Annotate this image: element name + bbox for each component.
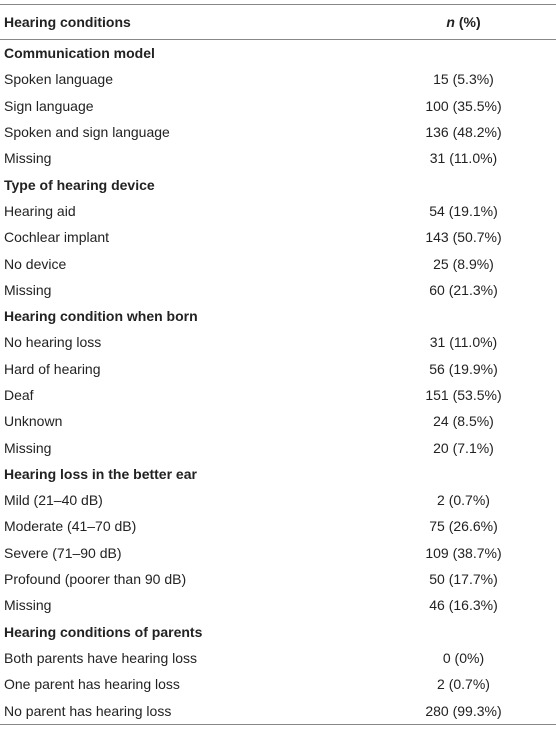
table-row (0, 119, 556, 145)
section-row (0, 461, 556, 487)
row-label: Deaf (4, 387, 34, 403)
section-title: Hearing condition when born (4, 308, 198, 325)
row-label: Spoken language (4, 71, 113, 88)
row-value: 0 (0%) (442, 649, 485, 666)
table-row (0, 697, 556, 724)
section-value-empty (371, 619, 556, 645)
row-value: 2 (0.7%) (437, 492, 490, 509)
row-label: Missing (4, 439, 52, 456)
row-label: Hearing aid (4, 202, 76, 219)
row-label: Missing (4, 597, 52, 614)
table-row (0, 250, 556, 276)
table-row (0, 93, 556, 119)
row-label: Spoken and sign language (4, 124, 170, 141)
row-value: 50 (17.7%) (429, 571, 498, 588)
row-value: 20 (7.1%) (433, 439, 494, 456)
section-row (0, 171, 556, 197)
table-row (0, 434, 556, 460)
table-body (0, 40, 556, 725)
row-label: Hard of hearing (4, 360, 101, 377)
row-label: Moderate (41–70 dB) (4, 518, 137, 535)
table-header-row (0, 5, 556, 40)
row-value: 136 (48.2%) (425, 124, 502, 141)
section-value-empty (371, 461, 556, 487)
hearing-conditions-table (0, 4, 556, 725)
row-label: One parent has hearing loss (4, 676, 180, 693)
table-row (0, 513, 556, 539)
section-row (0, 40, 556, 67)
row-value: 31 (11.0%) (429, 150, 498, 167)
table-row (0, 356, 556, 382)
section-title: Hearing conditions of parents (4, 623, 203, 640)
table-row (0, 277, 556, 303)
section-title: Communication model (4, 45, 155, 62)
table-row (0, 224, 556, 250)
header-percent: (%) (454, 14, 481, 30)
table-row (0, 566, 556, 592)
section-title: Type of hearing device (4, 176, 155, 193)
table-row (0, 382, 556, 408)
section-row (0, 303, 556, 329)
row-value: 54 (19.1%) (429, 202, 498, 219)
table-row (0, 540, 556, 566)
section-value-empty (371, 303, 556, 329)
row-label: No hearing loss (4, 334, 102, 351)
row-label: No device (4, 255, 67, 272)
header-n-percent (371, 5, 556, 40)
section-value-empty (371, 171, 556, 197)
header-n: n (446, 14, 455, 30)
row-label: Unknown (4, 413, 63, 430)
row-value: 60 (21.3%) (429, 281, 498, 298)
row-label: No parent has hearing loss (4, 702, 172, 719)
header-hearing-conditions: Hearing conditions (4, 14, 131, 30)
table-row (0, 66, 556, 92)
row-label: Both parents have hearing loss (4, 649, 198, 666)
table-row (0, 671, 556, 697)
row-label: Severe (71–90 dB) (4, 544, 122, 561)
row-value: 109 (38.7%) (425, 544, 502, 561)
row-label: Mild (21–40 dB) (4, 492, 103, 509)
row-value: 75 (26.6%) (429, 518, 498, 535)
row-label: Sign language (4, 97, 94, 114)
row-label: Cochlear implant (4, 229, 110, 246)
row-value: 280 (99.3%) (425, 702, 502, 719)
row-value: 143 (50.7%) (425, 229, 502, 246)
row-value: 2 (0.7%) (437, 676, 490, 693)
table-row (0, 408, 556, 434)
row-value: 56 (19.9%) (429, 360, 498, 377)
section-title: Hearing loss in the better ear (4, 465, 197, 482)
table-row (0, 198, 556, 224)
table-row (0, 329, 556, 355)
row-value: 25 (8.9%) (433, 255, 494, 272)
table-row (0, 487, 556, 513)
table-row (0, 592, 556, 618)
row-label: Missing (4, 150, 52, 167)
section-value-empty (371, 40, 556, 67)
table-row (0, 145, 556, 171)
table-row (0, 645, 556, 671)
row-value: 24 (8.5%) (433, 413, 494, 430)
row-value: 31 (11.0%) (429, 334, 498, 351)
row-value: 100 (35.5%) (425, 97, 502, 114)
row-label: Missing (4, 281, 52, 298)
row-value: 46 (16.3%) (429, 597, 498, 614)
section-row (0, 619, 556, 645)
row-label: Profound (poorer than 90 dB) (4, 571, 187, 588)
row-value: 15 (5.3%) (433, 71, 494, 88)
row-value: 151 (53.5%) (425, 387, 502, 403)
